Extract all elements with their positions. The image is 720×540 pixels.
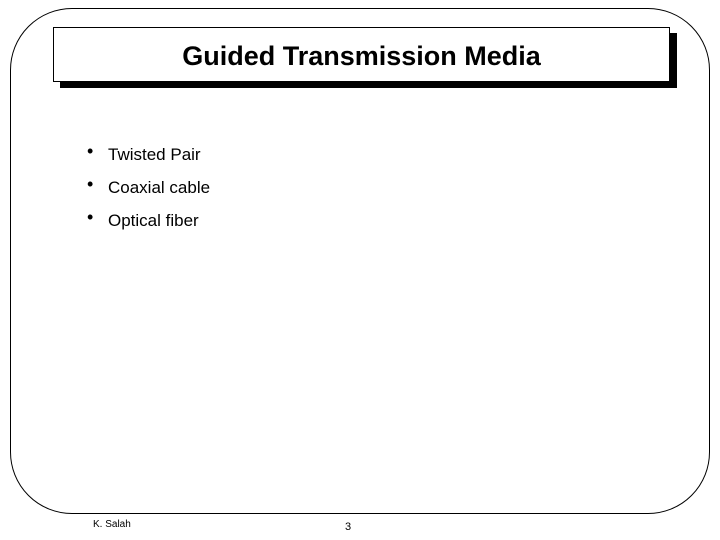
title-box bbox=[53, 27, 670, 82]
bullet-item bbox=[87, 171, 210, 204]
footer-author: K. Salah bbox=[93, 519, 131, 530]
bullet-text: Optical fiber bbox=[108, 210, 199, 230]
page-number: 3 bbox=[345, 521, 352, 533]
bullet-text: Coaxial cable bbox=[108, 177, 211, 197]
bullet-icon: • bbox=[87, 140, 94, 161]
bullet-text: Twisted Pair bbox=[108, 144, 201, 164]
slide-title: Guided Transmission Media bbox=[182, 41, 541, 71]
bullet-list bbox=[87, 138, 210, 237]
bullet-icon: • bbox=[87, 173, 94, 194]
bullet-item bbox=[87, 138, 210, 171]
bullet-icon: • bbox=[87, 206, 94, 227]
bullet-item bbox=[87, 204, 210, 237]
